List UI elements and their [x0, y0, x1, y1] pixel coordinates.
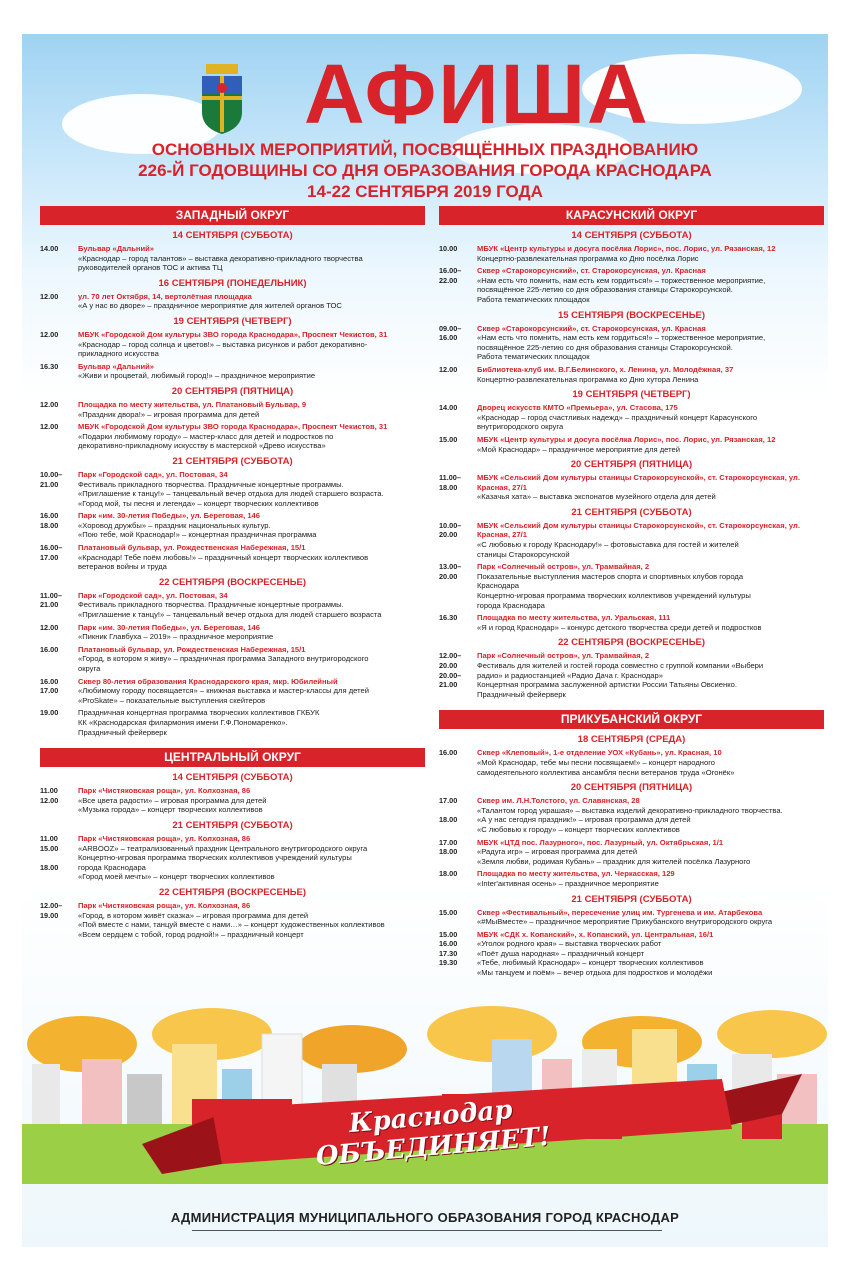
event-body	[477, 838, 824, 867]
coat-of-arms-icon	[200, 64, 244, 134]
event-body	[477, 244, 824, 263]
event-place: МБУК «Сельский Дом культуры станицы Старокорсунской», ст. Старокорсунская, ул. Красная, 27/1	[477, 473, 800, 492]
event-place: Площадка по месту жительства, ул. Уральская, 111	[477, 613, 671, 623]
event-body	[78, 330, 425, 359]
event-body	[78, 645, 425, 674]
date-heading: 19 СЕНТЯБРЯ (ЧЕТВЕРГ)	[572, 389, 691, 401]
event-description: Концертно-развлекательная программа ко Дню посёлка Лорис	[477, 253, 699, 263]
event-place: МБУК «Центр культуры и досуга посёлка Лорис», пос. Лорис, ул. Рязанская, 12	[477, 244, 776, 253]
event-description: «Краснодар – город счастливых надежд» – праздничный концерт Карасунского внутригородского округа	[477, 412, 758, 432]
event-description: «Нам есть что помнить, нам есть кем гордиться!» – торжественное мероприятие, посвящённое 225-летию со дня образования станицы Старокорсунской. Работа тематических площадок	[477, 333, 766, 362]
district-header: ЗАПАДНЫЙ ОКРУГ	[40, 206, 425, 225]
event-description: «Мой Краснодар» – праздничное мероприятие для детей	[477, 444, 681, 454]
event-body	[477, 651, 824, 699]
event-row	[439, 266, 824, 304]
event-time: 13.00– 20.00	[439, 562, 462, 581]
event-time: 16.00– 22.00	[439, 266, 462, 285]
event-time: 12.00	[40, 329, 59, 339]
event-description: «Радуга игр» – игровая программа для детей «Земля любви, родимая Кубань» – праздник для жителей посёлка Лазурного	[477, 847, 751, 866]
event-time: 10.00– 20.00	[439, 520, 462, 540]
event-place: Сквер 80-летия образования Краснодарского края, мкр. Юбилейный	[78, 676, 338, 686]
event-row	[439, 324, 824, 362]
right-column	[439, 206, 824, 981]
event-body	[78, 591, 425, 620]
event-time: 12.00	[40, 399, 59, 409]
date-heading: 22 СЕНТЯБРЯ (ВОСКРЕСЕНЬЕ)	[158, 886, 307, 898]
event-body	[78, 677, 425, 706]
event-place: Сквер им. Л.Н.Толстого, ул. Славянская, 28	[477, 796, 640, 806]
event-time: 12.00	[40, 291, 59, 301]
date-heading: 19 СЕНТЯБРЯ (ЧЕТВЕРГ)	[173, 315, 292, 327]
event-body	[477, 930, 824, 978]
event-place: МБУК «Сельский Дом культуры станицы Старокорсунской», ст. Старокорсунская, ул. Красная, 27/1	[477, 520, 800, 540]
event-row	[40, 623, 425, 642]
event-description: «Краснодар! Тебе поём любовь!» – праздничный концерт творческих коллективов ветеранов войны и труда	[78, 552, 369, 572]
event-description: «Все цвета радости» – игровая программа для детей «Музыка города» – концерт творческих коллективов	[78, 795, 267, 815]
event-place: МБУК «Городской Дом культуры ЗВО города Краснодара», Проспект Чекистов, 31	[78, 329, 388, 339]
event-row	[40, 470, 425, 508]
event-row	[439, 838, 824, 867]
event-time: 10.00– 21.00	[40, 469, 63, 489]
event-place: Парк «Городской сад», ул. Постовая, 34	[78, 590, 228, 600]
event-place: ул. 70 лет Октября, 14, вертолётная площадка	[78, 291, 252, 301]
event-row	[40, 511, 425, 540]
event-time: 11.00– 18.00	[439, 473, 461, 492]
date-heading: 14 СЕНТЯБРЯ (СУББОТА)	[172, 772, 293, 784]
event-row	[439, 244, 824, 263]
poster-title: АФИША	[304, 47, 650, 141]
event-description: «Подарки любимому городу» – мастер-класс для детей и подростков по декоративно-прикладному искусству в мастерской «Древо искусства»	[78, 431, 334, 451]
event-place: Парк «им. 30-летия Победы», ул. Береговая, 146	[78, 622, 260, 632]
event-body	[78, 400, 425, 419]
event-description: «Город, в котором живёт сказка» – игровая программа для детей «Пой вместе с нами, танцуй вместе с нами…» – концерт художественных коллективов «Всем сердцем с тобой, город родной!» – праздничный концерт	[78, 910, 385, 939]
event-place: Бульвар «Дальний»	[78, 361, 155, 371]
slogan-text: Краснодар ОБЪЕДИНЯЕТ!	[314, 1094, 552, 1173]
event-place: Парк «им. 30-летия Победы», ул. Береговая, 146	[78, 511, 260, 521]
event-place: Площадка по месту жительства, ул. Черкасская, 129	[477, 869, 675, 879]
event-place: Парк «Чистяковская роща», ул. Колхозная, 86	[78, 900, 251, 910]
event-row	[40, 645, 425, 674]
event-row	[439, 435, 824, 454]
event-time: 11.00 15.00 18.00	[40, 833, 59, 872]
event-description: «Мой Краснодар, тебе мы песни посвящаем!» – концерт народного самодеятельного коллектива ансамбля песни ветеранов труда «Огонёк»	[477, 757, 735, 777]
event-description: «Праздник двора!» – игровая программа для детей	[78, 409, 260, 419]
event-description: «Краснодар – город талантов» – выставка декоративно-прикладного творчества руководителей органов ТОС и актива ТЦ	[78, 253, 363, 273]
event-body	[477, 562, 824, 610]
event-place: Парк «Чистяковская роща», ул. Колхозная, 86	[78, 833, 251, 843]
event-time: 12.00– 20.00 20.00– 21.00	[439, 651, 462, 690]
event-time: 10.00	[439, 244, 458, 253]
event-description: «Город, в котором я живу» – праздничная программа Западного внутригородского округа	[78, 654, 369, 673]
event-row	[40, 677, 425, 706]
event-place: Парк «Солнечный остров», ул. Трамвайная, 2	[477, 562, 650, 572]
event-body	[78, 470, 425, 508]
event-place: Сквер «Старокорсунский», ст. Старокорсунская, ул. Красная	[477, 266, 706, 276]
event-place: Парк «Чистяковская роща», ул. Колхозная, 86	[78, 786, 251, 796]
event-time: 14.00	[40, 244, 59, 253]
event-time: 12.00– 19.00	[40, 900, 63, 920]
left-column	[40, 206, 425, 942]
event-place: Библиотека-клуб им. В.Г.Белинского, х. Ленина, ул. Молодёжная, 37	[477, 364, 734, 374]
date-heading: 21 СЕНТЯБРЯ (СУББОТА)	[172, 819, 293, 831]
date-heading: 20 СЕНТЯБРЯ (ПЯТНИЦА)	[171, 385, 294, 397]
event-row	[40, 786, 425, 815]
event-description: «Я и город Краснодар» – конкурс детского творчества среди детей и подростков	[477, 622, 762, 632]
event-time: 14.00	[439, 403, 458, 413]
event-body	[477, 869, 824, 888]
event-row	[439, 869, 824, 888]
event-time: 16.00	[40, 644, 59, 654]
event-row	[40, 901, 425, 939]
event-body	[477, 521, 824, 559]
event-description: «Талантом город украшая» – выставка изделий декоративно-прикладного творчества. «А у нас сегодня праздник!» – игровая программа для детей «С любовью к городу» – концерт творческих коллективов	[477, 805, 783, 834]
event-row	[40, 591, 425, 620]
event-body	[78, 292, 425, 311]
event-place: Парк «Городской сад», ул. Постовая, 34	[78, 469, 228, 479]
event-description: Праздничная концертная программа творческих коллективов ГКБУК КК «Краснодарская филармония имени Г.Ф.Пономаренко». Праздничный фейерверк	[78, 708, 320, 737]
event-description: Фестиваль для жителей и гостей города совместно с группой компании «Выбери радио» и радиостанцией «Радио Дача г. Краснодар» Концертная программа заслуженной артистки России Татьяны Овсиенко. Праздничный фейерверк	[477, 661, 764, 699]
event-row	[439, 473, 824, 502]
event-time: 17.00 18.00	[439, 796, 458, 825]
event-body	[78, 901, 425, 939]
event-description: Показательные выступления мастеров спорта и спортивных клубов города Краснодара Концертно-игровая программа творческих коллективов учреждений культуры города Краснодара	[477, 571, 751, 610]
event-time: 17.00 18.00	[439, 837, 458, 857]
event-description: «Казачья хата» – выставка экспонатов музейного отдела для детей	[477, 492, 716, 502]
event-place: Сквер «Фестивальный», пересечение улиц им. Тургенева и им. Атарбекова	[477, 907, 763, 917]
event-place: МБУК «Городской Дом культуры ЗВО города Краснодара», Проспект Чекистов, 31	[78, 422, 388, 432]
event-row	[40, 708, 425, 737]
footer-administration: АДМИНИСТРАЦИЯ МУНИЦИПАЛЬНОГО ОБРАЗОВАНИЯ ГОРОД КРАСНОДАР	[170, 1210, 680, 1225]
event-row	[439, 930, 824, 978]
event-place: Платановый бульвар, ул. Рождественская Набережная, 15/1	[78, 543, 306, 553]
event-place: Сквер «Старокорсунский», ст. Старокорсунская, ул. Красная	[477, 323, 706, 333]
event-time: 19.00	[40, 708, 59, 718]
event-row	[439, 748, 824, 777]
event-time: 16.30	[439, 613, 458, 623]
district-header: ЦЕНТРАЛЬНЫЙ ОКРУГ	[40, 748, 425, 767]
subtitle-line-1: ОСНОВНЫХ МЕРОПРИЯТИЙ, ПОСВЯЩЁННЫХ ПРАЗДНОВАНИЮ	[151, 140, 699, 159]
event-time: 16.00 17.00	[40, 676, 59, 696]
event-row	[439, 562, 824, 610]
event-description: «Хоровод дружбы» – праздник национальных культур. «Пою тебе, мой Краснодар!» – концертная праздничная программа	[78, 520, 317, 540]
event-body	[477, 796, 824, 834]
event-description: Фестиваль прикладного творчества. Праздничные концертные программы. «Приглашение к танцу!» – танцевальный вечер отдыха для людей старшего возраста	[78, 600, 382, 620]
event-place: МБУК «Центр культуры и досуга посёлка Лорис», пос. Лорис, ул. Рязанская, 12	[477, 434, 776, 444]
date-heading: 21 СЕНТЯБРЯ (СУББОТА)	[172, 455, 293, 467]
event-body	[477, 435, 824, 454]
date-heading: 14 СЕНТЯБРЯ (СУББОТА)	[172, 230, 293, 241]
footer-divider	[192, 1230, 662, 1231]
event-description: «Пикник Главбуха – 2019» – праздничное мероприятие	[78, 632, 274, 642]
date-heading: 18 СЕНТЯБРЯ (СРЕДА)	[577, 734, 686, 746]
event-description: «Любимому городу посвящается» – книжная выставка и мастер-классы для детей «ProSkate» – показательные выступления скейтеров	[78, 686, 369, 705]
event-row	[40, 244, 425, 273]
event-place: Бульвар «Дальний»	[78, 244, 155, 253]
event-row	[40, 834, 425, 882]
event-place: Сквер «Клеповый», 1-е отделение УОХ «Кубань», ул. Красная, 10	[477, 748, 722, 758]
event-time: 12.00	[439, 364, 458, 374]
event-time: 15.00 16.00 17.30 19.30	[439, 929, 458, 968]
event-time: 16.00	[439, 748, 458, 758]
event-row	[40, 400, 425, 419]
event-description: «ARBOOZ» – театрализованный праздник Центрального внутригородского округа Концертно-игровая программа творческих коллективов учреждений культуры города Краснодара «Город моей мечты» – концерт творческих коллективов	[78, 843, 368, 882]
event-description: «С любовью к городу Краснодару!» – фотовыставка для гостей и жителей станицы Старокорсунской	[477, 540, 739, 559]
event-time: 16.00 18.00	[40, 511, 59, 530]
date-heading: 20 СЕНТЯБРЯ (ПЯТНИЦА)	[570, 782, 693, 794]
event-description: Концертно-развлекательная программа ко Дню хутора Ленина	[477, 374, 699, 384]
event-time: 12.00	[40, 622, 59, 632]
event-description: «Краснодар – город солнца и цветов!» – выставка рисунков и работ декоративно- прикладного искусства	[78, 339, 368, 359]
event-body	[477, 324, 824, 362]
event-place: МБУК «ЦТД пос. Лазурного», пос. Лазурный, ул. Октябрьская, 1/1	[477, 837, 724, 847]
event-time: 18.00	[439, 869, 458, 879]
event-row	[439, 403, 824, 432]
event-body	[78, 244, 425, 273]
date-heading: 14 СЕНТЯБРЯ (СУББОТА)	[571, 230, 692, 241]
district-header: КАРАСУНСКИЙ ОКРУГ	[439, 206, 824, 225]
date-heading: 16 СЕНТЯБРЯ (ПОНЕДЕЛЬНИК)	[158, 277, 307, 289]
event-time: 12.00	[40, 422, 59, 432]
event-row	[439, 796, 824, 834]
event-row	[439, 613, 824, 632]
event-body	[78, 543, 425, 572]
event-body	[78, 511, 425, 540]
event-time: 15.00	[439, 434, 458, 444]
event-time: 11.00 12.00	[40, 786, 59, 805]
event-row	[40, 422, 425, 451]
event-place: Платановый бульвар, ул. Рождественская Набережная, 15/1	[78, 644, 306, 654]
event-body	[78, 786, 425, 815]
date-heading: 21 СЕНТЯБРЯ (СУББОТА)	[571, 506, 692, 518]
event-place: Площадка по месту жительства, ул. Платановый Бульвар, 9	[78, 399, 307, 409]
event-body	[477, 266, 824, 304]
event-place: Дворец искусств КМТО «Премьера», ул. Стасова, 175	[477, 403, 678, 413]
event-time: 09.00– 16.00	[439, 323, 462, 343]
event-description: Фестиваль прикладного творчества. Праздничные концертные программы. «Приглашение к танцу!» – танцевальный вечер отдыха для людей старшего возраста. «Город мой, ты песня и легенда» – концерт творческих коллективов	[78, 479, 384, 508]
event-description: «Inter'активная осень» – праздничное мероприятие	[477, 878, 659, 888]
event-body	[477, 748, 824, 777]
event-body	[78, 623, 425, 642]
event-row	[439, 908, 824, 927]
district-header: ПРИКУБАНСКИЙ ОКРУГ	[439, 710, 824, 729]
event-row	[40, 330, 425, 359]
event-time: 16.30	[40, 361, 59, 371]
event-description: «Нам есть что помнить, нам есть кем гордиться!» – торжественное мероприятие, посвящённое 225-летию со дня образования станицы Старокорсунской. Работа тематических площадок	[477, 275, 766, 304]
event-row	[439, 365, 824, 384]
event-description: «#МыВместе» – праздничное мероприятие Прикубанского внутригородского округа	[477, 917, 773, 927]
event-place: МБУК «СДК х. Копанский», х. Копанский, ул. Центральная, 16/1	[477, 929, 714, 939]
event-body	[477, 908, 824, 927]
date-heading: 15 СЕНТЯБРЯ (ВОСКРЕСЕНЬЕ)	[557, 309, 706, 321]
event-description: «А у нас во дворе» – праздничное мероприятие для жителей органов ТОС	[78, 301, 342, 311]
event-body	[78, 422, 425, 451]
event-time: 15.00	[439, 907, 458, 917]
event-body	[78, 362, 425, 381]
event-body	[78, 834, 425, 882]
event-time: 11.00– 21.00	[40, 590, 62, 610]
event-row	[439, 521, 824, 559]
event-description: «Уголок родного края» – выставка творческих работ «Поёт душа народная» – праздничный концерт «Тебе, любимый Краснодар» – концерт творческих коллективов «Мы танцуем и поём» – вечер отдыха для подростков и молодёжи	[477, 939, 713, 978]
date-heading: 22 СЕНТЯБРЯ (ВОСКРЕСЕНЬЕ)	[557, 637, 706, 649]
event-time: 16.00– 17.00	[40, 543, 63, 562]
event-body	[477, 613, 824, 632]
subtitle-dates: 14-22 СЕНТЯБРЯ 2019 ГОДА	[307, 182, 543, 201]
date-heading: 21 СЕНТЯБРЯ (СУББОТА)	[571, 893, 692, 905]
event-row	[40, 362, 425, 381]
date-heading: 22 СЕНТЯБРЯ (ВОСКРЕСЕНЬЕ)	[158, 576, 307, 588]
event-body	[477, 473, 824, 502]
event-row	[40, 292, 425, 311]
event-body	[477, 365, 824, 384]
event-row	[40, 543, 425, 572]
event-row	[439, 651, 824, 699]
poster	[22, 34, 828, 1247]
event-place: Парк «Солнечный остров», ул. Трамвайная, 2	[477, 651, 650, 661]
event-description: «Живи и процветай, любимый город!» – праздничное мероприятие	[78, 371, 316, 381]
date-heading: 20 СЕНТЯБРЯ (ПЯТНИЦА)	[570, 459, 693, 471]
event-body	[78, 708, 425, 737]
event-body	[477, 403, 824, 432]
subtitle-line-2: 226-Й ГОДОВЩИНЫ СО ДНЯ ОБРАЗОВАНИЯ ГОРОДА КРАСНОДАРА	[138, 161, 712, 180]
